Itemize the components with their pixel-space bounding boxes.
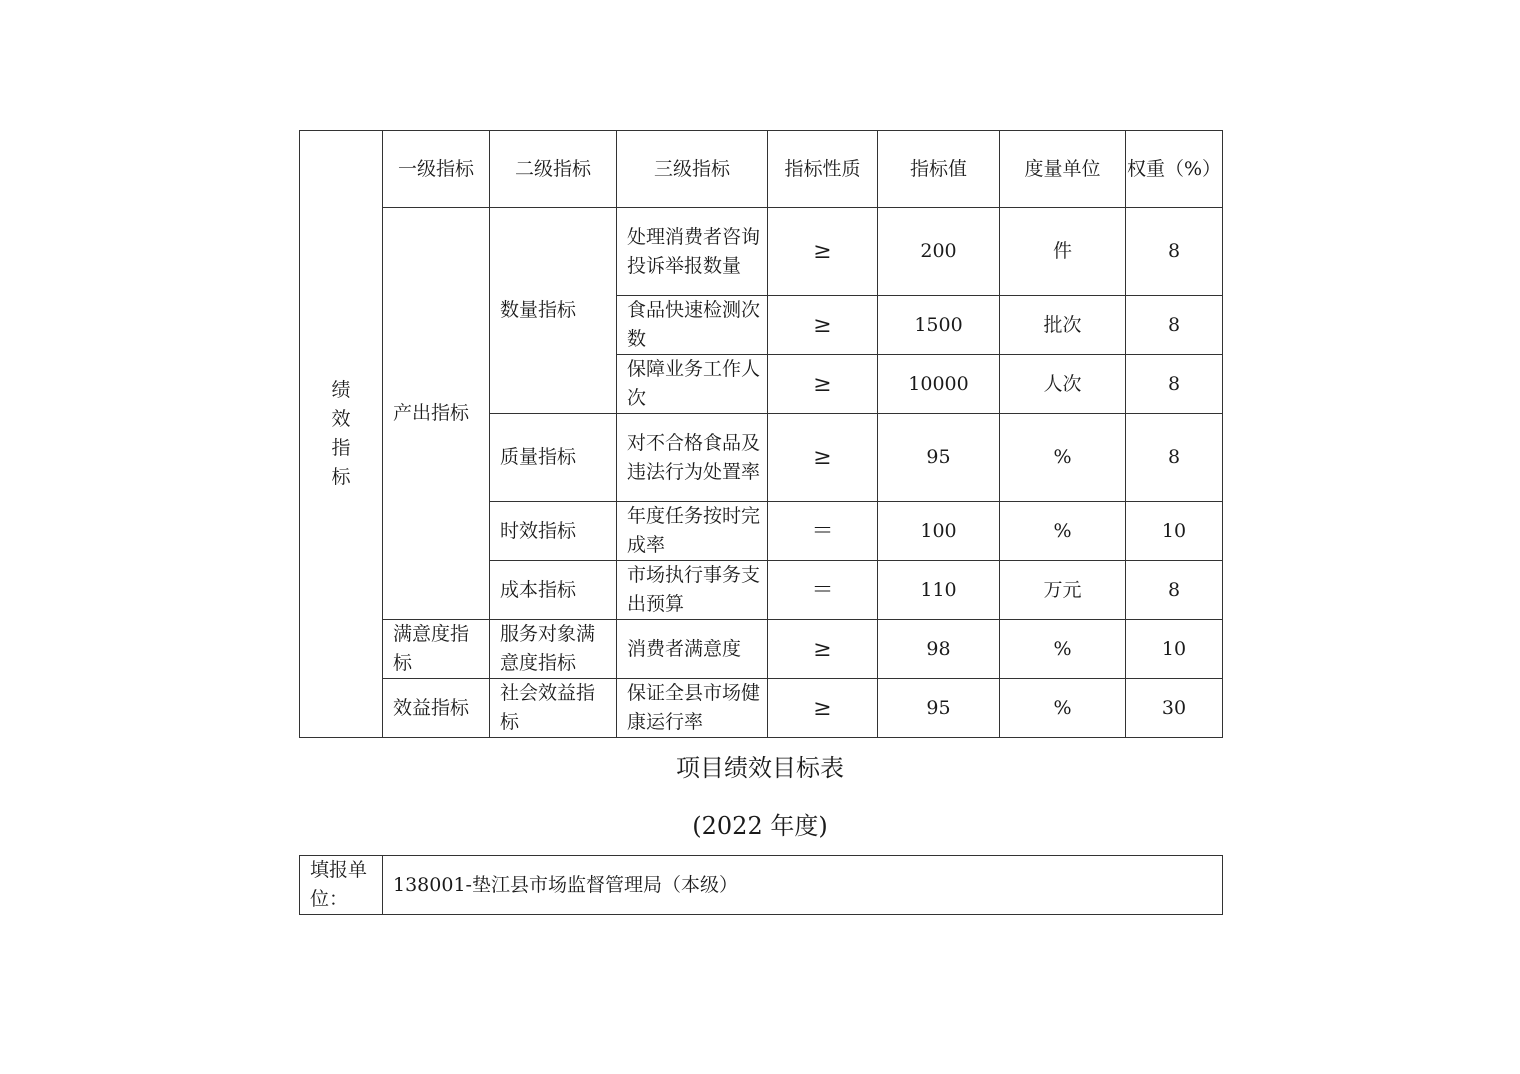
value-cell: 100: [878, 502, 1000, 561]
level3-cell: 保证全县市场健康运行率: [617, 679, 768, 738]
section-label: 绩效指标: [331, 379, 351, 488]
reporting-unit-value: 138001-垫江县市场监督管理局（本级）: [383, 856, 1223, 915]
reporting-unit-label: 填报单位：: [300, 856, 383, 915]
weight-cell: 8: [1126, 414, 1223, 502]
nature-cell: ＝: [768, 502, 878, 561]
unit-cell: 人次: [1000, 355, 1126, 414]
unit-cell: %: [1000, 620, 1126, 679]
nature-cell: ≥: [768, 679, 878, 738]
level2-social-benefit: 社会效益指标: [490, 679, 617, 738]
unit-cell: 件: [1000, 208, 1126, 296]
header-level2: 二级指标: [490, 131, 617, 208]
nature-cell: ≥: [768, 620, 878, 679]
weight-cell: 10: [1126, 620, 1223, 679]
level3-cell: 消费者满意度: [617, 620, 768, 679]
value-cell: 1500: [878, 296, 1000, 355]
unit-cell: %: [1000, 502, 1126, 561]
level1-satisfaction: 满意度指标: [383, 620, 490, 679]
document-year: (2022 年度): [692, 812, 828, 840]
unit-cell: %: [1000, 679, 1126, 738]
value-cell: 95: [878, 414, 1000, 502]
nature-cell: ≥: [768, 296, 878, 355]
level1-benefit: 效益指标: [383, 679, 490, 738]
level3-cell: 处理消费者咨询投诉举报数量: [617, 208, 768, 296]
level2-service-satisfaction: 服务对象满意度指标: [490, 620, 617, 679]
header-level3: 三级指标: [617, 131, 768, 208]
table-row: [300, 208, 1223, 296]
header-unit: 度量单位: [1000, 131, 1126, 208]
header-value: 指标值: [878, 131, 1000, 208]
nature-cell: ≥: [768, 414, 878, 502]
reporting-unit-table: [299, 855, 1223, 915]
unit-cell: 批次: [1000, 296, 1126, 355]
unit-cell: %: [1000, 414, 1126, 502]
header-nature: 指标性质: [768, 131, 878, 208]
value-cell: 98: [878, 620, 1000, 679]
weight-cell: 30: [1126, 679, 1223, 738]
nature-cell: ≥: [768, 355, 878, 414]
level1-output: 产出指标: [383, 208, 490, 620]
weight-cell: 8: [1126, 561, 1223, 620]
header-weight: 权重（%）: [1126, 131, 1223, 208]
section-label-cell: [300, 131, 383, 738]
level2-cost: 成本指标: [490, 561, 617, 620]
document-title: 项目绩效目标表: [676, 754, 844, 782]
level2-quantity: 数量指标: [490, 208, 617, 414]
value-cell: 95: [878, 679, 1000, 738]
nature-cell: ＝: [768, 561, 878, 620]
level3-cell: 对不合格食品及违法行为处置率: [617, 414, 768, 502]
table-row: [300, 620, 1223, 679]
level2-quality: 质量指标: [490, 414, 617, 502]
nature-cell: ≥: [768, 208, 878, 296]
value-cell: 10000: [878, 355, 1000, 414]
level3-cell: 保障业务工作人次: [617, 355, 768, 414]
value-cell: 110: [878, 561, 1000, 620]
reporting-unit-row: [300, 856, 1223, 915]
weight-cell: 10: [1126, 502, 1223, 561]
level3-cell: 年度任务按时完成率: [617, 502, 768, 561]
level3-cell: 市场执行事务支出预算: [617, 561, 768, 620]
table-row: [300, 679, 1223, 738]
value-cell: 200: [878, 208, 1000, 296]
weight-cell: 8: [1126, 355, 1223, 414]
weight-cell: 8: [1126, 208, 1223, 296]
header-row: [300, 131, 1223, 208]
performance-indicator-table: [299, 130, 1223, 738]
level3-cell: 食品快速检测次数: [617, 296, 768, 355]
weight-cell: 8: [1126, 296, 1223, 355]
unit-cell: 万元: [1000, 561, 1126, 620]
header-level1: 一级指标: [383, 131, 490, 208]
level2-timeliness: 时效指标: [490, 502, 617, 561]
